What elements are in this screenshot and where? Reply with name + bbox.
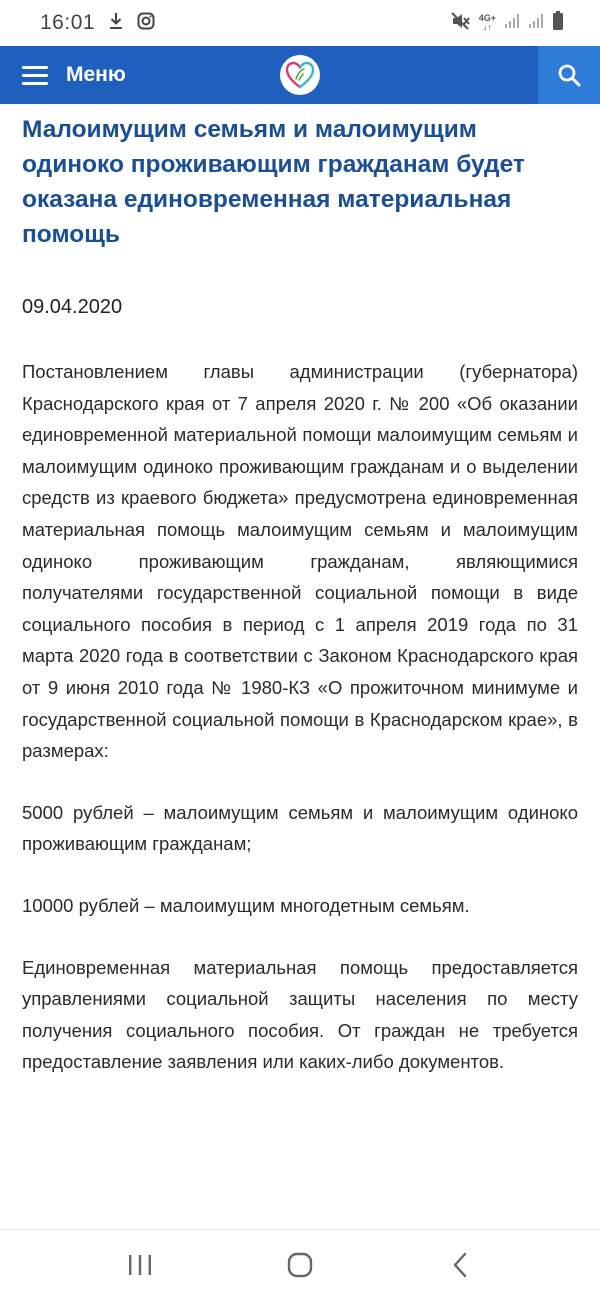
search-icon xyxy=(557,63,581,87)
app-header xyxy=(0,46,600,104)
recent-apps-button[interactable] xyxy=(110,1235,170,1295)
signal-icon-2 xyxy=(528,13,544,34)
article-date: 09.04.2020 xyxy=(22,296,123,318)
back-button[interactable] xyxy=(430,1235,490,1295)
signal-icon xyxy=(504,13,520,34)
download-icon xyxy=(109,12,123,35)
article-paragraph: Постановлением главы администрации (губернатора) Краснодарского края от 7 апреля 2020 г. № 200 «Об оказании единовременной материальной помощи малоимущим семьям и малоимущим одиноко проживающим гражданам и о выделении средств из краевого бюджета» предусмотрена единовременная материальная помощь малоимущим семьям и малоимущим одиноко проживающим гражданам, являющимися получателями государственной социальной помощи в виде социального пособия в период с 1 апреля 2019 года по 31 марта 2020 года в соответствии с Законом Краснодарского края от 9 июня 2010 года № 1980-КЗ «О прожиточном минимуме и государственной социальной помощи в Краснодарском крае», в размерах: xyxy=(22,361,578,762)
logo-icon[interactable] xyxy=(280,55,320,95)
menu-button[interactable] xyxy=(0,46,126,104)
article xyxy=(0,104,600,1078)
article-title: Малоимущим семьям и малоимущим одиноко проживающим гражданам будет оказана единовременная материальная помощь xyxy=(22,116,525,248)
recent-apps-icon xyxy=(127,1253,153,1277)
hamburger-icon xyxy=(22,65,48,85)
network-indicator: 4G+ ↓↑ xyxy=(478,13,496,32)
back-icon xyxy=(451,1251,469,1279)
network-label: 4G+ xyxy=(478,13,496,23)
mute-icon xyxy=(451,12,471,35)
status-time: 16:01 xyxy=(40,11,96,34)
home-button[interactable] xyxy=(270,1235,330,1295)
system-nav-bar xyxy=(0,1229,600,1299)
instagram-icon xyxy=(137,12,155,35)
status-right xyxy=(451,11,564,36)
search-button[interactable] xyxy=(538,46,600,104)
status-left xyxy=(40,11,155,35)
article-paragraph: 5000 рублей – малоимущим семьям и малоимущим одиноко проживающим гражданам; xyxy=(22,801,578,855)
home-icon xyxy=(286,1251,314,1279)
article-paragraph: Единовременная материальная помощь предоставляется управлениями социальной защиты населения по месту получения социального пособия. От граждан не требуется предоставление заявления или каких-либо документов. xyxy=(22,956,578,1073)
article-paragraph: 10000 рублей – малоимущим многодетным семьям. xyxy=(22,894,470,916)
battery-icon xyxy=(552,11,564,36)
menu-label: Меню xyxy=(66,63,126,86)
status-bar xyxy=(0,0,600,46)
